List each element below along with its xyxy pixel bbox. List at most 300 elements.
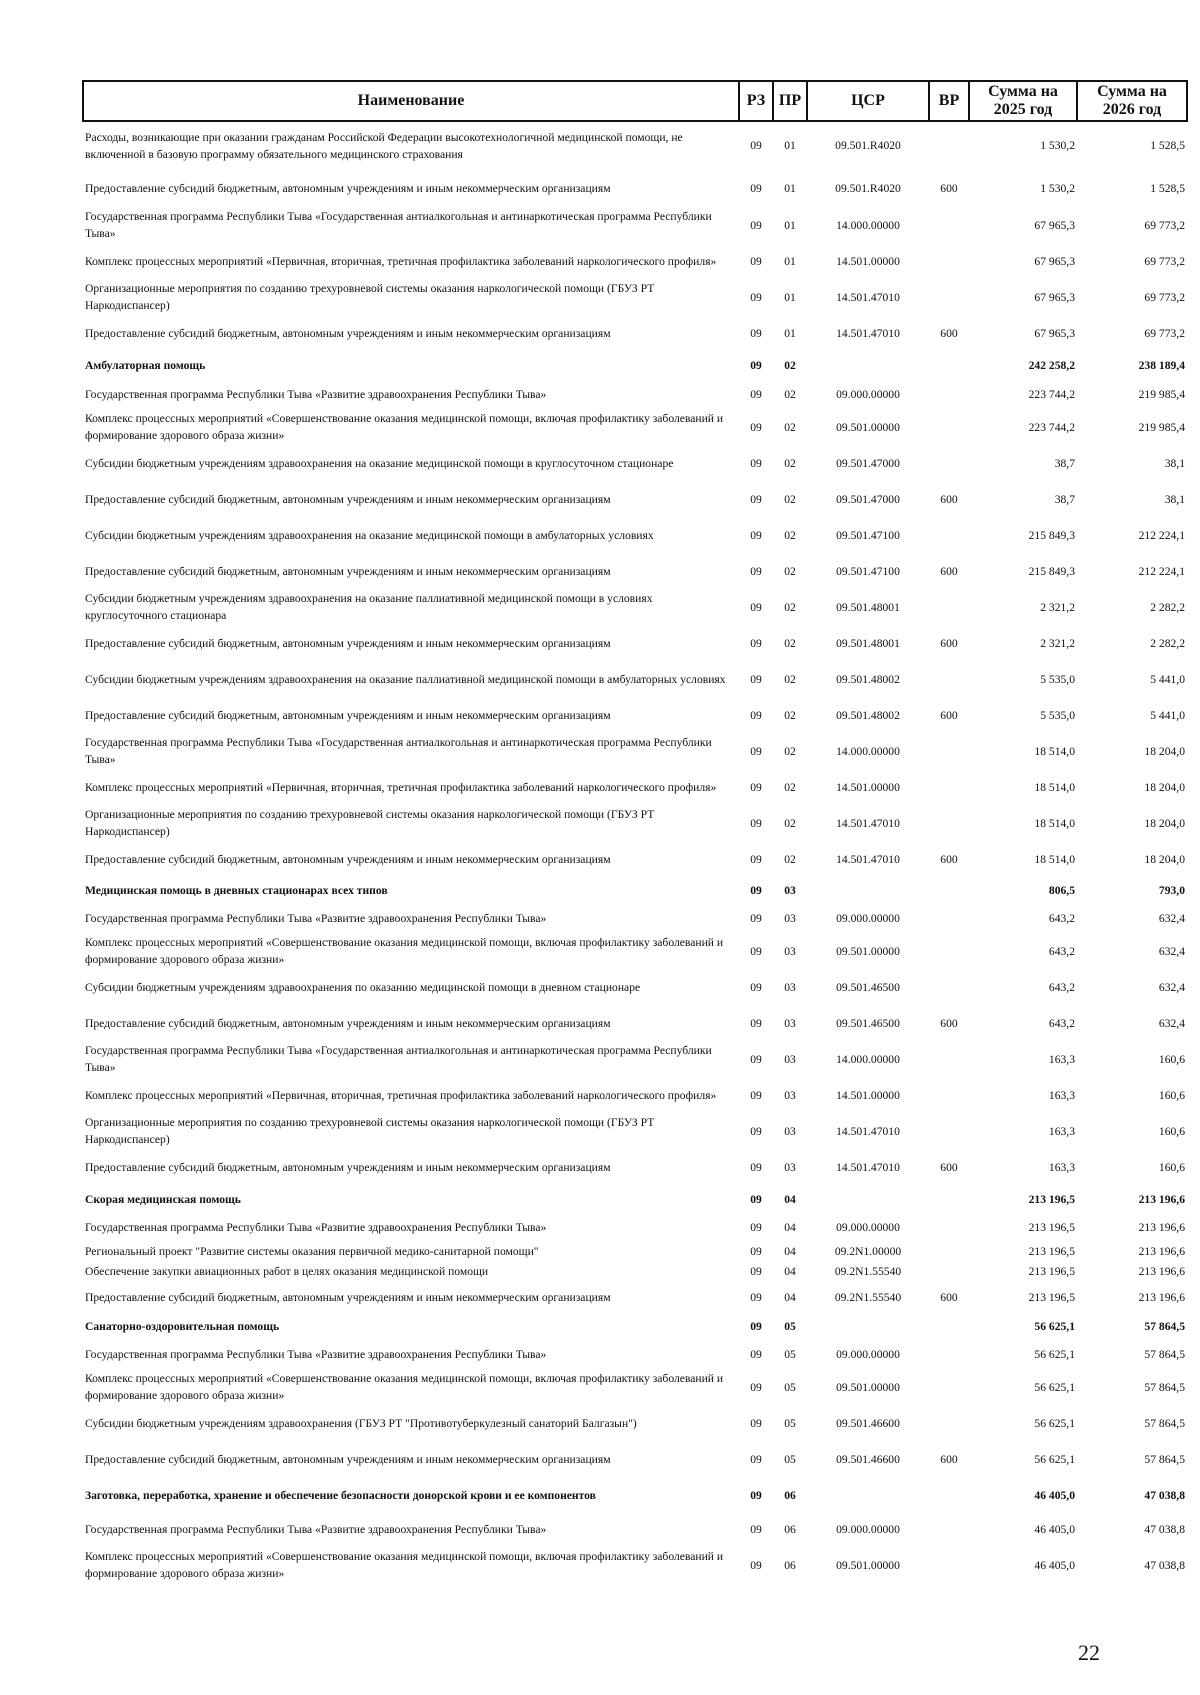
- cell-rz: 09: [750, 290, 762, 304]
- cell-rz: 09: [750, 139, 762, 152]
- table-row: [83, 517, 1187, 553]
- cell-pr: 03: [784, 883, 796, 897]
- table-row: [83, 1077, 1187, 1113]
- cell-sum-2026: 238 189,4: [1138, 358, 1185, 372]
- table-row: [83, 733, 1187, 769]
- cell-sum-2026: 213 196,6: [1138, 1192, 1185, 1206]
- cell-sum-2026: 57 864,5: [1144, 1319, 1185, 1333]
- table-row: [83, 933, 1187, 969]
- cell-sum-2026: 18 204,0: [1144, 852, 1185, 866]
- cell-csr: 09.501.00000: [836, 420, 900, 434]
- table-body: [83, 121, 1187, 1585]
- cell-pr: 02: [784, 456, 796, 470]
- cell-rz: 09: [750, 911, 762, 925]
- cell-csr: 14.501.47010: [836, 816, 900, 830]
- table-row: [83, 1261, 1187, 1281]
- cell-sum-2025: 213 196,5: [1028, 1290, 1075, 1304]
- cell-sum-2025: 1 530,2: [1040, 139, 1075, 152]
- cell-sum-2025: 5 535,0: [1040, 672, 1075, 686]
- cell-csr: 09.000.00000: [836, 911, 900, 925]
- table-row: [83, 481, 1187, 517]
- cell-sum-2026: 38,1: [1164, 492, 1185, 506]
- cell-name: Субсидии бюджетным учреждениям здравоохранения на оказание паллиативной медицинской помощи в условиях круглосуточного стационара: [85, 592, 653, 622]
- cell-csr: 14.000.00000: [836, 1052, 900, 1066]
- cell-pr: 05: [784, 1319, 796, 1333]
- cell-sum-2026: 632,4: [1158, 944, 1185, 958]
- cell-rz: 09: [750, 181, 762, 195]
- cell-sum-2025: 46 405,0: [1034, 1522, 1075, 1536]
- cell-csr: 09.2N1.55540: [834, 1290, 902, 1304]
- cell-sum-2025: 163,3: [1048, 1160, 1075, 1174]
- cell-rz: 09: [750, 1244, 762, 1258]
- header-name: Наименование: [83, 81, 739, 121]
- cell-vr: [929, 933, 969, 969]
- cell-rz: 09: [750, 326, 762, 340]
- header-sum-2026-line2: 2026 год: [1102, 101, 1162, 118]
- cell-sum-2025: 56 625,1: [1034, 1347, 1075, 1361]
- cell-name: Организационные мероприятия по созданию трехуровневой системы оказания наркологической помощи (ГБУЗ РТ Наркодиспансер): [85, 282, 655, 312]
- cell-pr: 05: [784, 1452, 796, 1466]
- cell-rz: 09: [750, 254, 762, 268]
- cell-vr: 600: [940, 1452, 958, 1466]
- table-row: [83, 1005, 1187, 1041]
- cell-csr: 09.501.00000: [836, 1380, 900, 1394]
- table-row: [83, 1185, 1187, 1213]
- cell-csr: [807, 1313, 929, 1339]
- cell-name: Государственная программа Республики Тыва «Развитие здравоохранения Республики Тыва»: [85, 1347, 547, 1361]
- cell-pr: 02: [784, 852, 796, 866]
- cell-csr: 14.000.00000: [836, 744, 900, 758]
- cell-pr: 02: [784, 528, 796, 542]
- cell-csr: 09.501.46500: [836, 1016, 900, 1030]
- table-row: [83, 625, 1187, 661]
- cell-pr: 02: [784, 672, 796, 686]
- cell-sum-2026: 57 864,5: [1144, 1380, 1185, 1394]
- cell-vr: [929, 207, 969, 243]
- cell-sum-2026: 2 282,2: [1150, 636, 1185, 650]
- cell-sum-2025: 5 535,0: [1040, 708, 1075, 722]
- cell-vr: [929, 1185, 969, 1213]
- cell-csr: 14.000.00000: [836, 218, 900, 232]
- table-header-row: [83, 81, 1187, 121]
- cell-rz: 09: [750, 1290, 762, 1304]
- cell-sum-2026: 213 196,6: [1138, 1290, 1185, 1304]
- cell-vr: [929, 1213, 969, 1241]
- cell-pr: 04: [784, 1290, 796, 1304]
- cell-csr: 09.501.48001: [836, 600, 900, 614]
- cell-name: Обеспечение закупки авиационных работ в целях оказания медицинской помощи: [85, 1264, 489, 1278]
- cell-sum-2025: 213 196,5: [1028, 1264, 1075, 1278]
- cell-sum-2025: 1 530,2: [1040, 181, 1075, 195]
- cell-sum-2025: 215 849,3: [1028, 528, 1075, 542]
- cell-csr: 09.501.47000: [836, 492, 900, 506]
- cell-rz: 09: [750, 218, 762, 232]
- table-row: [83, 243, 1187, 279]
- cell-csr: 09.501.R4020: [835, 181, 901, 195]
- cell-csr: 09.2N1.55540: [834, 1264, 902, 1278]
- cell-rz: 09: [750, 387, 762, 401]
- cell-name: Субсидии бюджетным учреждениям здравоохранения на оказание медицинской помощи в амбулаторных условиях: [85, 528, 654, 542]
- cell-sum-2026: 160,6: [1158, 1088, 1185, 1102]
- table-row: [83, 445, 1187, 481]
- cell-csr: 09.501.00000: [836, 944, 900, 958]
- table-row: [83, 1545, 1187, 1585]
- cell-name: Предоставление субсидий бюджетным, автономным учреждениям и иным некоммерческим организациям: [85, 1016, 611, 1030]
- cell-rz: 09: [750, 744, 762, 758]
- table-row: [83, 1041, 1187, 1077]
- cell-pr: 04: [784, 1220, 796, 1234]
- cell-name: Санаторно-оздоровительная помощь: [85, 1319, 280, 1333]
- cell-sum-2026: 69 773,2: [1144, 254, 1185, 268]
- cell-csr: 09.501.47100: [836, 528, 900, 542]
- cell-sum-2026: 1 528,5: [1150, 181, 1185, 195]
- cell-vr: 600: [940, 326, 958, 340]
- cell-name: Заготовка, переработка, хранение и обеспечение безопасности донорской крови и ее компонентов: [85, 1488, 596, 1502]
- cell-name: Государственная программа Республики Тыва «Развитие здравоохранения Республики Тыва»: [85, 911, 547, 925]
- cell-sum-2025: 163,3: [1048, 1088, 1075, 1102]
- page-number: 22: [1078, 1640, 1100, 1665]
- cell-rz: 09: [750, 1052, 762, 1066]
- cell-sum-2026: 18 204,0: [1144, 780, 1185, 794]
- cell-sum-2026: 69 773,2: [1144, 218, 1185, 232]
- cell-rz: 09: [750, 492, 762, 506]
- cell-sum-2026: 160,6: [1158, 1124, 1185, 1138]
- cell-csr: 09.000.00000: [836, 387, 900, 401]
- cell-csr: 09.501.46600: [836, 1452, 900, 1466]
- cell-pr: 02: [784, 387, 796, 401]
- cell-csr: 14.501.47010: [836, 1160, 900, 1174]
- cell-sum-2025: 163,3: [1048, 1124, 1075, 1138]
- cell-name: Государственная программа Республики Тыва «Развитие здравоохранения Республики Тыва»: [85, 1522, 547, 1536]
- cell-sum-2026: 632,4: [1158, 911, 1185, 925]
- cell-sum-2025: 643,2: [1048, 944, 1075, 958]
- cell-sum-2025: 215 849,3: [1028, 564, 1075, 578]
- cell-sum-2026: 213 196,6: [1138, 1220, 1185, 1234]
- cell-name: Государственная программа Республики Тыва «Государственная антиалкогольная и антинаркотическая программа Республики Тыва»: [85, 736, 712, 766]
- cell-csr: 09.501.48002: [836, 672, 900, 686]
- cell-vr: [929, 969, 969, 1005]
- cell-vr: 600: [940, 181, 958, 195]
- cell-pr: 01: [784, 290, 796, 304]
- table-row: [83, 1313, 1187, 1339]
- table-row: [83, 279, 1187, 315]
- cell-sum-2026: 57 864,5: [1144, 1416, 1185, 1430]
- cell-rz: 09: [750, 708, 762, 722]
- cell-pr: 03: [784, 1124, 796, 1138]
- cell-vr: [929, 733, 969, 769]
- cell-sum-2025: 213 196,5: [1028, 1220, 1075, 1234]
- cell-rz: 09: [750, 1452, 762, 1466]
- cell-rz: 09: [750, 1416, 762, 1430]
- cell-rz: 09: [750, 1220, 762, 1234]
- cell-csr: 09.501.46500: [836, 980, 900, 994]
- header-sum-2026: [1077, 81, 1187, 121]
- cell-sum-2025: 213 196,5: [1028, 1192, 1075, 1206]
- cell-vr: 600: [940, 1016, 958, 1030]
- cell-csr: 09.501.48002: [836, 708, 900, 722]
- cell-pr: 01: [784, 139, 796, 152]
- cell-sum-2025: 18 514,0: [1034, 852, 1075, 866]
- table-row: [83, 1113, 1187, 1149]
- cell-sum-2025: 213 196,5: [1028, 1244, 1075, 1258]
- cell-rz: 09: [750, 816, 762, 830]
- cell-pr: 03: [784, 911, 796, 925]
- cell-name: Организационные мероприятия по созданию трехуровневой системы оказания наркологической помощи (ГБУЗ РТ Наркодиспансер): [85, 1116, 655, 1146]
- cell-csr: 09.501.48001: [836, 636, 900, 650]
- cell-vr: [929, 279, 969, 315]
- cell-vr: [929, 1113, 969, 1149]
- cell-vr: 600: [940, 1290, 958, 1304]
- cell-sum-2026: 57 864,5: [1144, 1347, 1185, 1361]
- cell-sum-2025: 2 321,2: [1040, 600, 1075, 614]
- cell-vr: [929, 877, 969, 903]
- cell-vr: 600: [940, 1160, 958, 1174]
- header-vr: ВР: [929, 81, 969, 121]
- cell-vr: [929, 517, 969, 553]
- cell-vr: [929, 351, 969, 379]
- cell-vr: [929, 805, 969, 841]
- cell-pr: 01: [784, 181, 796, 195]
- cell-name: Предоставление субсидий бюджетным, автономным учреждениям и иным некоммерческим организациям: [85, 326, 611, 340]
- table-row: [83, 1241, 1187, 1261]
- cell-sum-2025: 67 965,3: [1034, 218, 1075, 232]
- cell-sum-2025: 163,3: [1048, 1052, 1075, 1066]
- cell-rz: 09: [750, 564, 762, 578]
- cell-rz: 09: [750, 1124, 762, 1138]
- cell-name: Скорая медицинская помощь: [85, 1192, 241, 1206]
- cell-vr: [929, 379, 969, 409]
- cell-pr: 02: [784, 564, 796, 578]
- cell-pr: 05: [784, 1380, 796, 1394]
- cell-rz: 09: [750, 1088, 762, 1102]
- budget-table: [82, 80, 1188, 1585]
- cell-pr: 06: [784, 1558, 796, 1572]
- cell-rz: 09: [750, 528, 762, 542]
- cell-csr: 14.501.47010: [836, 1124, 900, 1138]
- cell-pr: 04: [784, 1264, 796, 1278]
- cell-csr: 09.000.00000: [836, 1220, 900, 1234]
- cell-vr: [929, 121, 969, 169]
- cell-name: Субсидии бюджетным учреждениям здравоохранения на оказание паллиативной медицинской помощи в амбулаторных условиях: [85, 672, 726, 686]
- cell-vr: [929, 661, 969, 697]
- cell-csr: 14.501.47010: [836, 290, 900, 304]
- cell-pr: 03: [784, 1052, 796, 1066]
- cell-pr: 06: [784, 1522, 796, 1536]
- header-sum-2025-line2: 2025 год: [993, 101, 1053, 118]
- cell-vr: [929, 1405, 969, 1441]
- cell-vr: [929, 1077, 969, 1113]
- table-row: [83, 769, 1187, 805]
- cell-rz: 09: [750, 358, 762, 372]
- cell-csr: 09.2N1.00000: [834, 1244, 902, 1258]
- cell-sum-2026: 1 528,5: [1150, 139, 1185, 152]
- cell-sum-2026: 213 196,6: [1138, 1244, 1185, 1258]
- table-row: [83, 553, 1187, 589]
- cell-vr: [929, 1545, 969, 1585]
- cell-sum-2025: 67 965,3: [1034, 254, 1075, 268]
- cell-vr: [929, 1261, 969, 1281]
- cell-vr: 600: [940, 852, 958, 866]
- cell-csr: 09.501.47000: [836, 456, 900, 470]
- cell-csr: 09.501.R4020: [835, 139, 901, 152]
- cell-sum-2026: 212 224,1: [1138, 528, 1185, 542]
- cell-rz: 09: [750, 944, 762, 958]
- cell-sum-2026: 213 196,6: [1138, 1264, 1185, 1278]
- cell-pr: 02: [784, 816, 796, 830]
- cell-sum-2025: 56 625,1: [1034, 1319, 1075, 1333]
- cell-rz: 09: [750, 600, 762, 614]
- cell-pr: 02: [784, 358, 796, 372]
- cell-sum-2025: 38,7: [1054, 456, 1075, 470]
- cell-pr: 04: [784, 1244, 796, 1258]
- cell-csr: 09.000.00000: [836, 1522, 900, 1536]
- table-row: [83, 841, 1187, 877]
- cell-sum-2026: 47 038,8: [1144, 1558, 1185, 1572]
- cell-rz: 09: [750, 852, 762, 866]
- cell-pr: 02: [784, 492, 796, 506]
- cell-name: Организационные мероприятия по созданию трехуровневой системы оказания наркологической помощи (ГБУЗ РТ Наркодиспансер): [85, 808, 655, 838]
- cell-rz: 09: [750, 883, 762, 897]
- cell-name: Региональный проект "Развитие системы оказания первичной медико-санитарной помощи": [85, 1244, 539, 1258]
- cell-pr: 02: [784, 636, 796, 650]
- cell-csr: [807, 1477, 929, 1513]
- cell-rz: 09: [750, 1319, 762, 1333]
- cell-sum-2026: 2 282,2: [1150, 600, 1185, 614]
- header-sum-2026-line1: Сумма на: [1097, 83, 1167, 100]
- cell-csr: 14.501.00000: [836, 254, 900, 268]
- cell-csr: 09.501.00000: [836, 1558, 900, 1572]
- cell-name: Комплекс процессных мероприятий «Совершенствование оказания медицинской помощи, включая профилактику заболеваний и формирование здорового образа жизни»: [85, 1372, 724, 1402]
- cell-vr: 600: [940, 492, 958, 506]
- table-row: [83, 1281, 1187, 1313]
- cell-sum-2026: 18 204,0: [1144, 744, 1185, 758]
- table-row: [83, 589, 1187, 625]
- cell-sum-2026: 632,4: [1158, 980, 1185, 994]
- cell-name: Субсидии бюджетным учреждениям здравоохранения на оказание медицинской помощи в круглосуточном стационаре: [85, 456, 674, 470]
- cell-vr: [929, 445, 969, 481]
- cell-pr: 01: [784, 254, 796, 268]
- cell-pr: 02: [784, 708, 796, 722]
- cell-name: Субсидии бюджетным учреждениям здравоохранения по оказанию медицинской помощи в дневном стационаре: [85, 980, 641, 994]
- cell-rz: 09: [750, 1558, 762, 1572]
- cell-name: Предоставление субсидий бюджетным, автономным учреждениям и иным некоммерческим организациям: [85, 564, 611, 578]
- cell-vr: [929, 243, 969, 279]
- cell-name: Государственная программа Республики Тыва «Развитие здравоохранения Республики Тыва»: [85, 1220, 547, 1234]
- cell-sum-2025: 643,2: [1048, 911, 1075, 925]
- cell-name: Государственная программа Республики Тыва «Государственная антиалкогольная и антинаркотическая программа Республики Тыва»: [85, 210, 712, 240]
- cell-sum-2025: 46 405,0: [1034, 1558, 1075, 1572]
- cell-name: Государственная программа Республики Тыва «Развитие здравоохранения Республики Тыва»: [85, 387, 547, 401]
- cell-pr: 02: [784, 420, 796, 434]
- cell-csr: 09.000.00000: [836, 1347, 900, 1361]
- cell-pr: 03: [784, 1016, 796, 1030]
- cell-sum-2025: 67 965,3: [1034, 290, 1075, 304]
- table-row: [83, 1339, 1187, 1369]
- cell-sum-2025: 18 514,0: [1034, 816, 1075, 830]
- cell-sum-2025: 46 405,0: [1034, 1488, 1075, 1502]
- table-row: [83, 1149, 1187, 1185]
- table-row: [83, 1513, 1187, 1545]
- cell-vr: [929, 1313, 969, 1339]
- table-row: [83, 1477, 1187, 1513]
- cell-name: Предоставление субсидий бюджетным, автономным учреждениям и иным некоммерческим организациям: [85, 1452, 611, 1466]
- cell-vr: [929, 1241, 969, 1261]
- cell-name: Предоставление субсидий бюджетным, автономным учреждениям и иным некоммерческим организациям: [85, 1160, 611, 1174]
- cell-sum-2026: 69 773,2: [1144, 290, 1185, 304]
- cell-rz: 09: [750, 1264, 762, 1278]
- cell-rz: 09: [750, 636, 762, 650]
- cell-sum-2026: 5 441,0: [1150, 672, 1185, 686]
- header-rz: РЗ: [739, 81, 773, 121]
- cell-rz: 09: [750, 1160, 762, 1174]
- cell-pr: 03: [784, 944, 796, 958]
- cell-pr: 03: [784, 1160, 796, 1174]
- cell-name: Комплекс процессных мероприятий «Первичная, вторичная, третичная профилактика заболеваний наркологического профиля»: [85, 1088, 717, 1102]
- budget-table-container: [82, 80, 1186, 1585]
- cell-vr: 600: [940, 636, 958, 650]
- cell-rz: 09: [750, 1380, 762, 1394]
- cell-sum-2025: 223 744,2: [1028, 420, 1075, 434]
- cell-name: Комплекс процессных мероприятий «Первичная, вторичная, третичная профилактика заболеваний наркологического профиля»: [85, 780, 717, 794]
- cell-csr: 14.501.00000: [836, 1088, 900, 1102]
- cell-name: Медицинская помощь в дневных стационарах всех типов: [85, 883, 388, 897]
- cell-pr: 05: [784, 1416, 796, 1430]
- cell-pr: 02: [784, 600, 796, 614]
- cell-sum-2025: 223 744,2: [1028, 387, 1075, 401]
- cell-sum-2025: 18 514,0: [1034, 780, 1075, 794]
- table-row: [83, 1405, 1187, 1441]
- cell-pr: 01: [784, 218, 796, 232]
- cell-rz: 09: [750, 1347, 762, 1361]
- cell-sum-2026: 212 224,1: [1138, 564, 1185, 578]
- table-row: [83, 877, 1187, 903]
- cell-name: Комплекс процессных мероприятий «Совершенствование оказания медицинской помощи, включая профилактику заболеваний и формирование здорового образа жизни»: [85, 1550, 724, 1580]
- table-row: [83, 661, 1187, 697]
- cell-name: Амбулаторная помощь: [85, 358, 206, 372]
- cell-name: Предоставление субсидий бюджетным, автономным учреждениям и иным некоммерческим организациям: [85, 1290, 611, 1304]
- cell-sum-2026: 57 864,5: [1144, 1452, 1185, 1466]
- cell-name: Предоставление субсидий бюджетным, автономным учреждениям и иным некоммерческим организациям: [85, 852, 611, 866]
- cell-sum-2026: 47 038,8: [1144, 1488, 1185, 1502]
- cell-vr: 600: [940, 564, 958, 578]
- cell-sum-2025: 2 321,2: [1040, 636, 1075, 650]
- cell-csr: [807, 877, 929, 903]
- cell-pr: 02: [784, 744, 796, 758]
- cell-vr: [929, 1477, 969, 1513]
- cell-rz: 09: [750, 1192, 762, 1206]
- cell-sum-2026: 793,0: [1158, 883, 1185, 897]
- cell-sum-2026: 18 204,0: [1144, 816, 1185, 830]
- header-pr: ПР: [773, 81, 807, 121]
- cell-rz: 09: [750, 980, 762, 994]
- table-row: [83, 903, 1187, 933]
- cell-sum-2025: 56 625,1: [1034, 1416, 1075, 1430]
- cell-sum-2026: 38,1: [1164, 456, 1185, 470]
- cell-vr: [929, 1041, 969, 1077]
- cell-sum-2026: 47 038,8: [1144, 1522, 1185, 1536]
- cell-rz: 09: [750, 780, 762, 794]
- cell-name: Предоставление субсидий бюджетным, автономным учреждениям и иным некоммерческим организациям: [85, 636, 611, 650]
- header-csr: ЦСР: [807, 81, 929, 121]
- cell-name: Комплекс процессных мероприятий «Первичная, вторичная, третичная профилактика заболеваний наркологического профиля»: [85, 254, 717, 268]
- table-row: [83, 805, 1187, 841]
- table-row: [83, 1213, 1187, 1241]
- cell-sum-2025: 242 258,2: [1028, 358, 1075, 372]
- cell-rz: 09: [750, 456, 762, 470]
- cell-sum-2026: 219 985,4: [1138, 420, 1185, 434]
- cell-pr: 03: [784, 1088, 796, 1102]
- table-row: [83, 169, 1187, 207]
